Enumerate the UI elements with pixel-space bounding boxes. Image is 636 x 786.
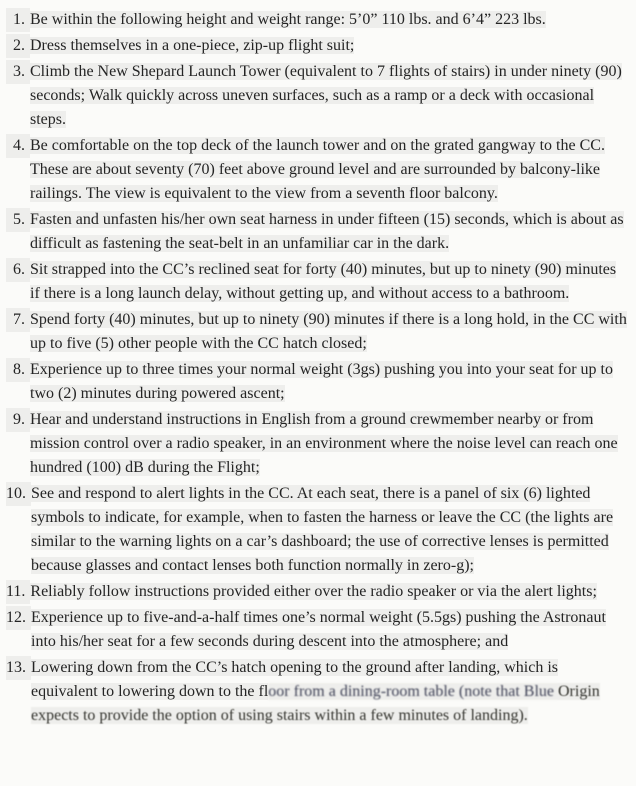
list-item <box>6 134 627 206</box>
item-text-content: Hear and understand instructions in English from a ground crewmember nearby or from mission control over a radio speaker, in an environment where the noise level can reach one hundred (100) dB during the Flight; <box>30 411 618 476</box>
item-text-content: Be within the following height and weight range: 5’0” 110 lbs. and 6’4” 223 lbs. <box>30 11 546 28</box>
item-number: 9. <box>6 408 30 432</box>
item-text-content: Experience up to three times your normal weight (3gs) pushing you into your seat for up to two (2) minutes during powered ascent; <box>30 361 613 402</box>
item-text <box>30 8 627 32</box>
item-number: 13. <box>6 656 31 680</box>
list-item <box>6 358 627 406</box>
item-text <box>30 358 627 406</box>
item-number: 5. <box>6 208 30 232</box>
item-text-segment-normal: Lowering down from the CC’s hatch opening to the ground after landing, which is equivalent to lowering down to the fl <box>31 659 559 700</box>
item-number: 10. <box>6 482 31 506</box>
list-item <box>6 34 627 58</box>
item-number: 11. <box>6 580 30 604</box>
item-text <box>30 60 627 132</box>
list-item <box>6 482 627 578</box>
list-item <box>6 580 627 604</box>
item-text-content: Climb the New Shepard Launch Tower (equivalent to 7 flights of stairs) in under ninety (90) seconds; Walk quickly across uneven surfaces, such as a ramp or a deck with occasional steps. <box>30 63 622 128</box>
item-text-content: Sit strapped into the CC’s reclined seat for forty (40) minutes, but up to ninety (90) minutes if there is a long launch delay, without getting up, and without access to a bathroom. <box>30 261 617 302</box>
item-text <box>30 408 627 480</box>
item-text <box>30 134 627 206</box>
list-item <box>6 8 627 32</box>
item-number: 3. <box>6 60 30 84</box>
item-text-content: Spend forty (40) minutes, but up to ninety (90) minutes if there is a long hold, in the CC with up to five (5) other people with the CC hatch closed; <box>30 311 627 352</box>
list-item <box>6 308 627 356</box>
item-number: 8. <box>6 358 30 382</box>
item-text <box>30 208 627 256</box>
list-item <box>6 258 627 306</box>
item-text <box>31 656 627 728</box>
item-number: 12. <box>6 606 31 630</box>
item-number: 7. <box>6 308 30 332</box>
item-text-content: Experience up to five-and-a-half times one’s normal weight (5.5gs) pushing the Astronaut into his/her seat for a few seconds during descent into the atmosphere; and <box>31 609 606 650</box>
item-number: 6. <box>6 258 30 282</box>
item-text <box>30 34 627 58</box>
list-item <box>6 208 627 256</box>
item-text <box>30 308 627 356</box>
item-text-content: Fasten and unfasten his/her own seat harness in under fifteen (15) seconds, which is about as difficult as fastening the seat-belt in an unfamiliar car in the dark. <box>30 211 624 252</box>
item-text <box>31 482 627 578</box>
item-text-content: Dress themselves in a one-piece, zip-up flight suit; <box>30 37 355 54</box>
item-text <box>31 606 627 654</box>
requirements-list <box>6 8 627 728</box>
item-number: 4. <box>6 134 30 158</box>
item-text <box>30 258 627 306</box>
item-text-content: Be comfortable on the top deck of the launch tower and on the grated gangway to the CC. These are about seventy (70) feet above ground level and are surrounded by balcony-like railings. The view is equivalent to the view from a seventh floor balcony. <box>30 137 605 202</box>
list-item <box>6 408 627 480</box>
item-text-segment-degraded: oor from a dining-room table (note that Blue <box>268 683 558 700</box>
list-item <box>6 606 627 654</box>
item-text <box>30 580 627 604</box>
item-number: 1. <box>6 8 30 32</box>
list-item <box>6 60 627 132</box>
list-item <box>6 656 627 728</box>
item-text-content: See and respond to alert lights in the CC. At each seat, there is a panel of six (6) lighted symbols to indicate, for example, when to fasten the harness or leave the CC (the lights are similar to the warning lights on a car’s dashboard; the use of corrective lenses is permitted because glasses and contact lenses both function normally in zero-g); <box>31 485 614 574</box>
item-number: 2. <box>6 34 30 58</box>
item-text-content: Reliably follow instructions provided either over the radio speaker or via the alert lights; <box>30 583 597 600</box>
item-text-segment-degraded-clipped: Origin expects to provide the option of using stairs within a few minutes of landing). <box>31 683 600 724</box>
